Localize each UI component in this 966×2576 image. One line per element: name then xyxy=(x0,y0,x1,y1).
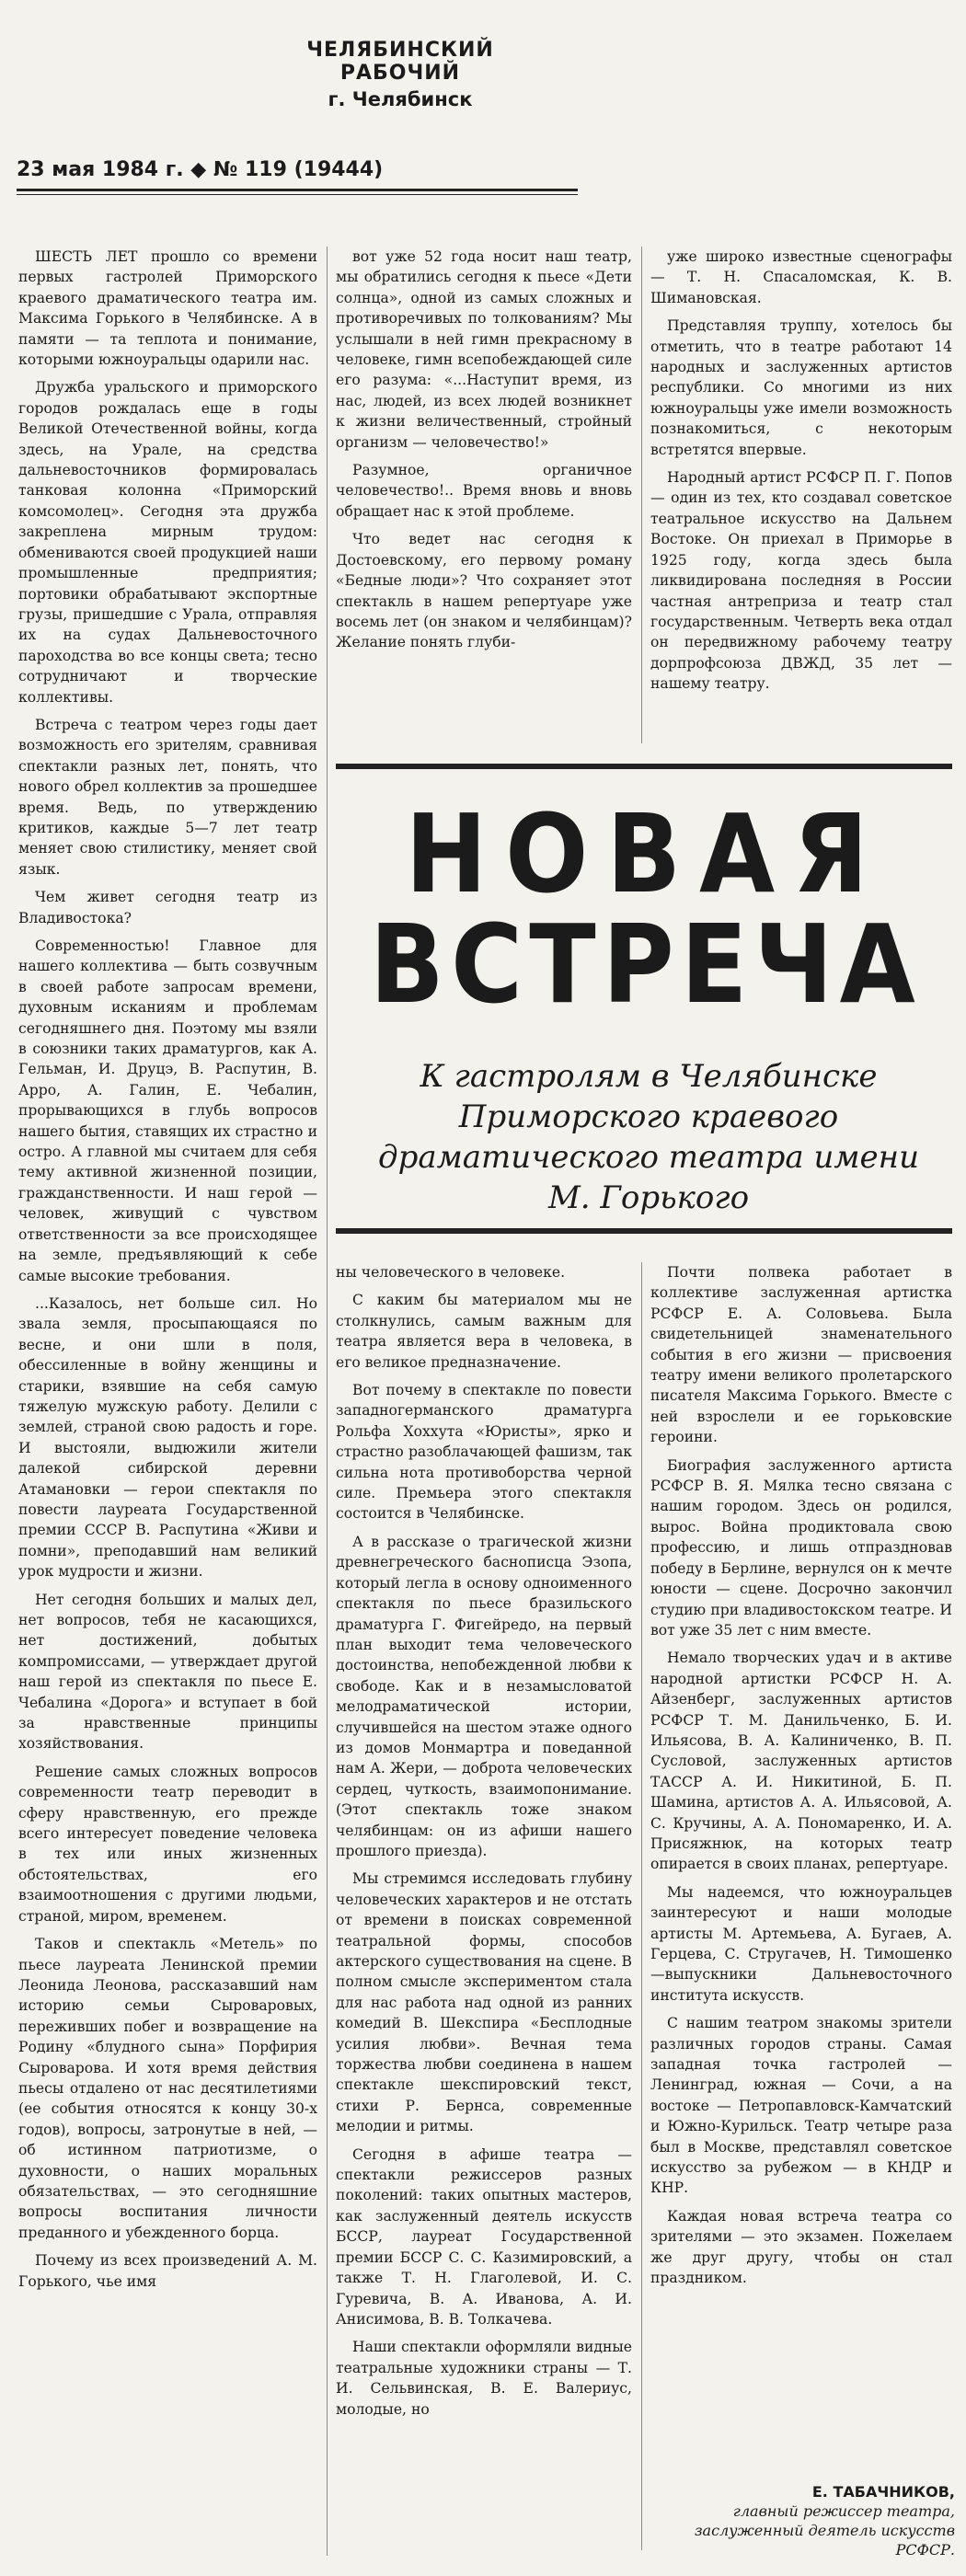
paragraph: Мы стремимся исследовать глубину человеческих характеров и не отстать от времени в поисках современной театральной формы, способов актерского существования на сцене. В полном смысле экспериментом стала для нас работа над одной из ранних комедий В. Шекспира «Бесплодные усилия любви». Вечная тема торжества любви соединена в нашем спектакле шекспировский текст, стихи Р. Бернса, современные мелодии и ритмы. xyxy=(336,1870,632,2135)
paragraph: Народный артист РСФСР П. Г. Попов — один из тех, кто создавал советское театральное искусство на Дальнем Востоке. Он приехал в Приморье в 1925 году, когда здесь была ликвидирована последняя в России частная антреприза и театр стал государственным. Четверть века отдал он передвижному рабочему театру дорпрофсоюза ДВЖД, 35 лет — нашему театру. xyxy=(650,469,952,693)
paragraph: Почему из всех произведений А. М. Горького, чье имя xyxy=(18,2252,317,2290)
column-divider xyxy=(641,247,642,743)
paragraph: Почти полвека работает в коллективе заслуженная артистка РСФСР Е. А. Соловьева. Была свидетельницей знаменательного события в его жизни — присвоения театру имени великого пролетарского писателя Максима Горького. Вместе с ней взрослели и ее горьковские героини. xyxy=(650,1264,952,1446)
paragraph: Представляя труппу, хотелось бы отметить, что в театре работают 14 народных и заслуженных артистов республики. Со многими из них южноуральцы уже имели возможность познакомиться, с некоторым встретятся впервые. xyxy=(650,317,952,458)
dateline-rule xyxy=(17,189,578,191)
issue-dateline: 23 мая 1984 г. ◆ № 119 (19444) xyxy=(17,158,384,181)
paragraph: ...Казалось, нет больше сил. Но звала земля, просыпающаяся по весне, и они шли в поля, обессиленные в войну женщины и старики, взявшие на себя самую тяжелую мужскую работу. Делили с землей, страной свою радость и горе. И выстояли, выдюжили жители далекой сибирской деревни Атамановки — герои спектакля по повести лауреата Государственной премии СССР В. Распутина «Живи и помни», преподавший нам великий урок мудрости и жизни. xyxy=(18,1294,317,1581)
paragraph: Встреча с театром через годы дает возможность его зрителям, сравнивая спектакли разных лет, понять, что нового обрел коллектив за прошедшее время. Ведь, по утверждению критиков, каждые 5—7 лет театр меняет свою стилистику, меняет свой язык. xyxy=(18,716,317,878)
paragraph: Чем живет сегодня театр из Владивостока? xyxy=(18,889,317,926)
article-column-2-top xyxy=(336,247,632,748)
dateline-rule-thin xyxy=(17,194,578,195)
paragraph: Вот почему в спектакле по повести западногерманского драматурга Рольфа Хоххута «Юристы», ярко и страстно разоблачающей фашизм, так сильна нота противоборства черной силе. Премьера этого спектакля состоится в Челябинске. xyxy=(336,1382,632,1523)
headline-line-2: ВСТРЕЧА xyxy=(369,901,923,1028)
paragraph: С нашим театром знакомы зрители различных городов страны. Самая западная точка гастролей — Ленинград, южная — Сочи, а на востоке — Петропавловск-Камчатский и Южно-Курильск. Театр четыре раза был в Москве, представлял советское искусство за рубежом — в КНДР и КНР. xyxy=(650,2015,952,2197)
paragraph: Немало творческих удач и в активе народной артистки РСФСР Н. А. Айзенберг, заслуженных артистов РСФСР Т. М. Данильченко, Б. И. Ильясова, В. А. Калиниченко, В. П. Сусловой, заслуженных артистов ТАССР А. И. Никитиной, Б. П. Шамина, артистов А. А. Ильясовой, А. С. Кручины, А. А. Пономаренко, И. А. Присяжнюк, на которых театр опирается в своих планах, репертуаре. xyxy=(650,1650,952,1873)
paragraph: вот уже 52 года носит наш театр, мы обратились сегодня к пьесе «Дети солнца», одной из самых сложных и противоречивых по толкованиям? Мы услышали в ней гимн прекрасному в человеке, гимн всепобеждающей силе его разума: «...Наступит время, из нас, людей, из всех людей возникнет к жизни величественный, стройный организм — человечество!» xyxy=(336,248,632,451)
newspaper-city: г. Челябинск xyxy=(328,88,473,110)
paragraph: Современностью! Главное для нашего коллектива — быть созвучным в своей работе запросам времени, духовным исканиям и проблемам сегодняшнего дня. Поэтому мы взяли в союзники таких драматургов, как А. Гельман, И. Друцэ, В. Распутин, В. Арро, А. Галин, Е. Чебалин, прорывающихся в глубь вопросов нашего бытия, ставящих их страстно и остро. А главной мы считаем для себя тему активной жизненной позиции, гражданственности. И наш герой — человек, живущий с чувством ответственности за все происходящее на земле, предъявляющий к себе самые высокие требования. xyxy=(18,937,317,1284)
column-divider xyxy=(327,247,328,2556)
masthead xyxy=(248,39,552,110)
paragraph: С каким бы материалом мы не столкнулись, самым важным для театра является вера в человека, в его великое предназначение. xyxy=(336,1292,632,1371)
article-column-3-bottom xyxy=(650,1262,952,2475)
article-column-3-top xyxy=(650,247,952,748)
paragraph: Мы надеемся, что южноуральцев заинтересуют и наши молодые артисты М. Артемьева, А. Бугаев, А. Герцева, С. Стругачев, Н. Тимошенко—выпускники Дальневосточного института искусств. xyxy=(650,1883,952,2004)
paragraph: Сегодня в афише театра — спектакли режиссеров разных поколений: таких опытных мастеров, как заслуженный деятель искусств БССР, лауреат Государственной премии БССР С. С. Казимировский, а также Т. Н. Глаголевой, И. С. Гуревича, В. А. Иванова, А. И. Анисимова, В. В. Толкачева. xyxy=(336,2145,632,2328)
paragraph: Разумное, органичное человечество!.. Время вновь и вновь обращает нас к этой проблеме. xyxy=(336,462,632,520)
paragraph: А в рассказе о трагической жизни древнегреческого баснописца Эзопа, который легла в основу одноименного спектакля по пьесе бразильского драматурга Г. Фигейредо, на первый план выходит тема человеческого достоинства, непобежденной любви к свободе. Как и в незамысловатой мелодраматической истории, случившейся на шестом этаже одного из домов Монмартра и поведанной нам А. Жери, — доброта человеческих сердец, чуткость, взаимопонимание. (Этот спектакль тоже знаком челябинцам: он из афиши нашего прошлого приезда). xyxy=(336,1533,632,1859)
paragraph: Таков и спектакль «Метель» по пьесе лауреата Ленинской премии Леонида Леонова, рассказавший нам историю семьи Сыроваровых, переживших побег и возвращение на Родину «блудного сына» Порфирия Сыроварова. И хотя время действия пьесы отдалено от нас десятилетиями (ее события относятся к концу 30-х годов), вопросы, затронутые в ней, — об истинном патриотизме, о духовности, о наших моральных обязательствах, — это сегодняшние вопросы воспитания личности преданного и убежденного борца. xyxy=(18,1936,317,2241)
paragraph: Дружба уральского и приморского городов рождалась еще в годы Великой Отечественной войны, когда здесь, на Урале, на средства дальневосточников формировалась танковая колонна «Приморский комсомолец». Сегодня эта дружба закреплена мирным трудом: обмениваются своей продукцией наши промышленные предприятия; портовики обрабатывают экспортные грузы, пришедшие с Урала, отправляя их на судах Дальневосточного пароходства во все концы света; тесно сотрудничают и творческие коллективы. xyxy=(18,379,317,706)
column-divider xyxy=(641,1262,642,2550)
paragraph: ны человеческого в человеке. xyxy=(336,1264,566,1281)
paragraph: Решение самых сложных вопросов современности театр переводит в сферу нравственную, его прежде всего интересует поведение человека в тех или иных жизненных обстоятельствах, его взаимоотношения с другими людьми, страной, миром, временем. xyxy=(18,1763,317,1925)
headline-bottom-rule xyxy=(336,1228,952,1234)
author-signature xyxy=(679,2482,955,2559)
paragraph: Что ведет нас сегодня к Достоевскому, его первому роману «Бедные люди»? Что сохраняет этот спектакль в нашем репертуаре уже восемь лет (он знаком и челябинцам)? Желание понять глуби- xyxy=(336,531,632,651)
headline-subtitle: К гастролям в Челябинске Приморского краевого драматического театра имени М. Горького xyxy=(378,1058,919,1216)
article-column-1 xyxy=(18,247,317,2551)
paragraph: Нет сегодня больших и малых дел, нет вопросов, тебя не касающихся, нет достижений, добытых компромиссами, — утверждает другой наш герой из спектакля по пьесе Е. Чебалина «Дорога» и вступает в бой за нравственные принципы хозяйствования. xyxy=(18,1591,317,1753)
paragraph: ШЕСТЬ ЛЕТ прошло со времени первых гастролей Приморского краевого драматического театра им. Максима Горького в Челябинске. А в памяти — та теплота и понимание, которыми южноуральцы одарили нас. xyxy=(18,248,317,369)
newspaper-name: ЧЕЛЯБИНСКИЙ РАБОЧИЙ xyxy=(306,39,494,85)
paragraph: Биография заслуженного артиста РСФСР В. Я. Мялка тесно связана с нашим городом. Здесь он родился, вырос. Война продиктовала свою профессию, и лишь отпраздновав победу в Берлине, вернулся он к мечте юности — сцене. Досрочно закончил студию при владивостокском театре. И вот уже 35 лет с ним вместе. xyxy=(650,1456,952,1639)
author-role: главный режиссер театра, заслуженный деятель искусств РСФСР. xyxy=(694,2502,955,2559)
headline xyxy=(333,790,959,1028)
paragraph: Каждая новая встреча театра со зрителями — это экзамен. Пожелаем же друг другу, чтобы он стал праздником. xyxy=(650,2207,952,2287)
headline-top-rule xyxy=(336,764,952,769)
headline-line-1: НОВАЯ xyxy=(405,790,887,917)
author-name: Е. ТАБАЧНИКОВ, xyxy=(811,2483,955,2501)
paragraph: Наши спектакли оформляли видные театральные художники страны — Т. И. Сельвинская, В. Е. Валериус, молодые, но xyxy=(336,2339,632,2418)
article-column-2-bottom xyxy=(336,1262,632,2550)
paragraph: уже широко известные сценографы — Т. Н. Спасаломская, К. В. Шимановская. xyxy=(650,248,952,306)
